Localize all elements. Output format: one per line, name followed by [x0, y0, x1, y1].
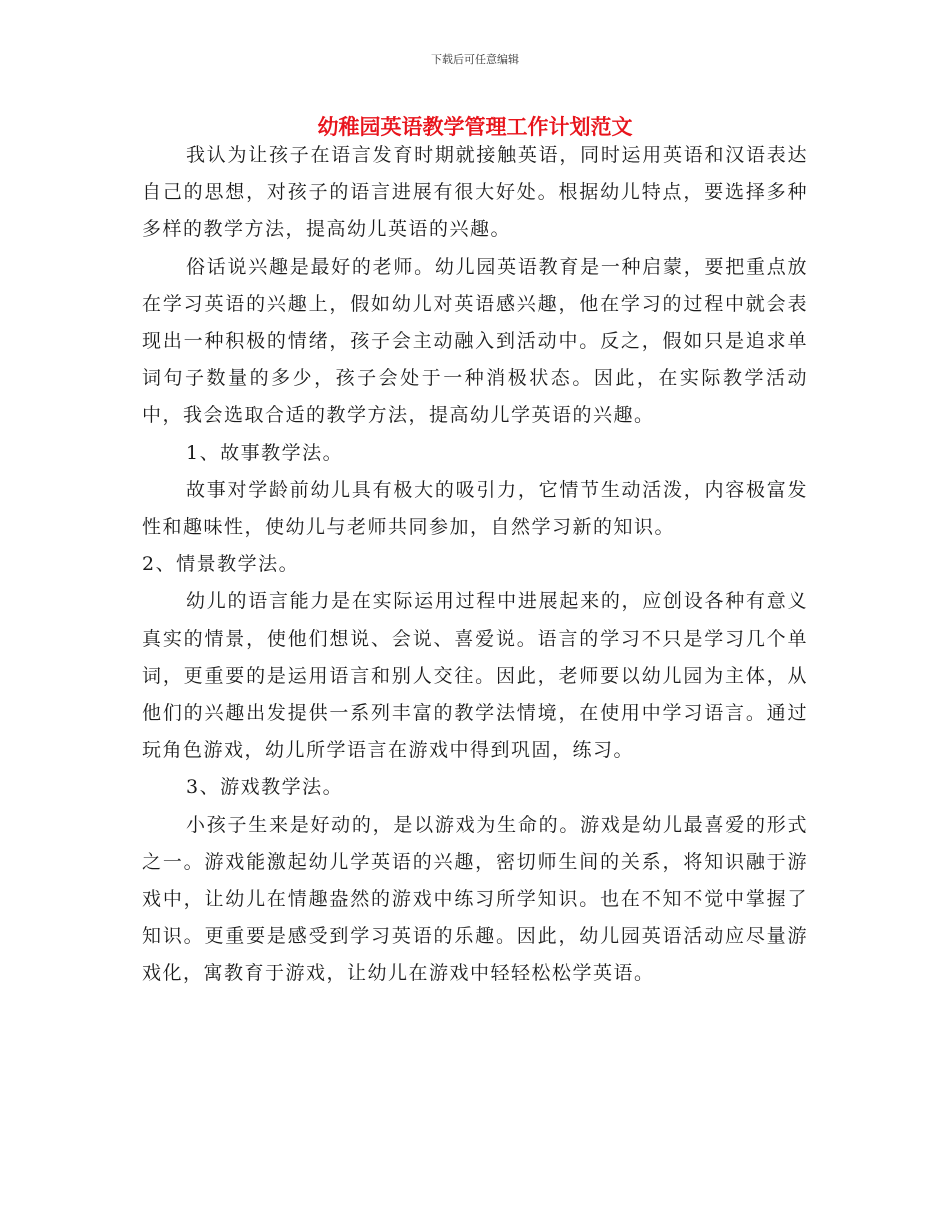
- heading-story-method: 1、故事教学法。: [186, 441, 344, 464]
- document-body: [142, 137, 808, 993]
- paragraph-game-method: 小孩子生来是好动的，是以游戏为生命的。游戏是幼儿最喜爱的形式之一。游戏能激起幼儿学英语的兴趣，密切师生间的关系，将知识融于游戏中，让幼儿在情趣盎然的游戏中练习所学知识。也在不知不觉中掌握了知识。更重要是感受到学习英语的乐趣。因此，幼儿园英语活动应尽量游戏化，寓教育于游戏，让幼儿在游戏中轻轻松松学英语。: [142, 813, 808, 985]
- paragraph-scene-method: 幼儿的语言能力是在实际运用过程中进展起来的，应创设各种有意义真实的情景，使他们想说、会说、喜爱说。语言的学习不只是学习几个单词，更重要的是运用语言和别人交往。因此，老师要以幼儿园为主体，从他们的兴趣出发提供一系列丰富的教学法情境，在使用中学习语言。通过玩角色游戏，幼儿所学语言在游戏中得到巩固，练习。: [142, 590, 808, 762]
- heading-scene-method: 2、情景教学法。: [142, 553, 300, 576]
- heading-game-method: 3、游戏教学法。: [186, 776, 344, 799]
- paragraph-intro: 我认为让孩子在语言发育时期就接触英语，同时运用英语和汉语表达自己的思想，对孩子的语言进展有很大好处。根据幼儿特点，要选择多种多样的教学方法，提高幼儿英语的兴趣。: [142, 144, 808, 241]
- paragraph-story-method: 故事对学龄前幼儿具有极大的吸引力，它情节生动活泼，内容极富发性和趣味性，使幼儿与老师共同参加，自然学习新的知识。: [142, 478, 808, 539]
- paragraph-interest: 俗话说兴趣是最好的老师。幼儿园英语教育是一种启蒙，要把重点放在学习英语的兴趣上，假如幼儿对英语感兴趣，他在学习的过程中就会表现出一种积极的情绪，孩子会主动融入到活动中。反之，假如只是追求单词句子数量的多少，孩子会处于一种消极状态。因此，在实际教学活动中，我会选取合适的教学方法，提高幼儿学英语的兴趣。: [142, 255, 808, 427]
- page-header: 下载后可任意编辑: [431, 53, 519, 66]
- document-title: 幼稚园英语教学管理工作计划范文: [317, 114, 633, 139]
